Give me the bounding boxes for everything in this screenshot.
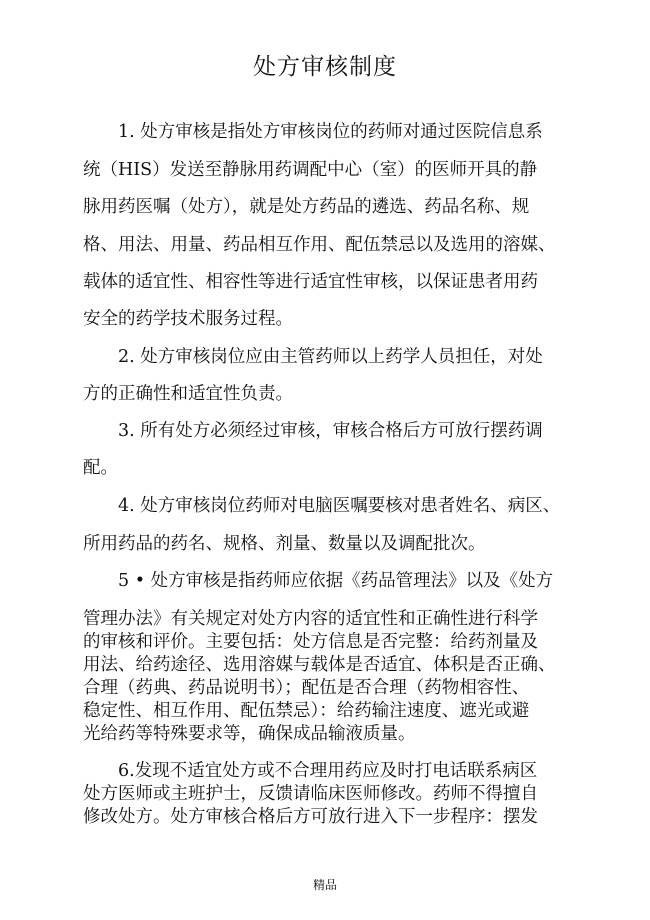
paragraph-2-line-1: 2. 处方审核岗位应由主管药师以上药学人员担任，对处 xyxy=(118,347,543,367)
paragraph-6-line-2: 处方医师或主班护士，反馈请临床医师修改。药师不得擅自 xyxy=(83,784,538,804)
paragraph-5-line-2: 管理办法》有关规定对处方内容的适宜性和正确性进行科学 xyxy=(83,609,538,629)
paragraph-1-line-1: 1. 处方审核是指处方审核岗位的药师对通过医院信息系 xyxy=(118,122,543,142)
paragraph-5-line-5: 合理（药典、药品说明书）；配伍是否合理（药物相容性、 xyxy=(83,678,530,698)
paragraph-3-line-2: 配。 xyxy=(83,458,118,478)
paragraph-2-line-2: 方的正确性和适宜性负责。 xyxy=(83,384,293,404)
paragraph-1-line-3: 脉用药医嘱（处方），就是处方药品的遴选、药品名称、规 xyxy=(83,197,530,217)
paragraph-4-line-1: 4. 处方审核岗位药师对电脑医嘱要核对患者姓名、病区、 xyxy=(118,496,561,516)
paragraph-1-line-5: 载体的适宜性、相容性等进行适宜性审核，以保证患者用药 xyxy=(83,272,538,292)
paragraph-5-line-4: 用法、给药途径、选用溶媒与载体是否适宜、体积是否正确、 xyxy=(83,655,556,675)
paragraph-6-line-1: 6.发现不适宜处方或不合理用药应及时打电话联系病区 xyxy=(118,761,538,781)
page-footer: 精品 xyxy=(312,878,337,892)
paragraph-3-line-1: 3. 所有处方必须经过审核，审核合格后方可放行摆药调 xyxy=(118,421,543,441)
paragraph-1-line-2: 统（HIS）发送至静脉用药调配中心（室）的医师开具的静 xyxy=(83,160,538,180)
paragraph-5-line-6: 稳定性、相互作用、配伍禁忌）：给药输注速度、遮光或避 xyxy=(83,701,530,721)
paragraph-5-line-1: 5 • 处方审核是指药师应依据《药品管理法》以及《处方 xyxy=(118,571,554,591)
paragraph-1-line-4: 格、用法、用量、药品相互作用、配伍禁忌以及选用的溶媒、 xyxy=(83,235,556,255)
paragraph-1-line-6: 安全的药学技术服务过程。 xyxy=(83,309,293,329)
paragraph-6-line-3: 修改处方。处方审核合格后方可放行进入下一步程序：摆发 xyxy=(83,807,538,827)
document-title: 处方审核制度 xyxy=(253,54,397,80)
paragraph-5-line-7: 光给药等特殊要求等，确保成品输液质量。 xyxy=(83,724,416,744)
paragraph-5-line-3: 的审核和评价。主要包括：处方信息是否完整：给药剂量及 xyxy=(83,632,538,652)
paragraph-4-line-2: 所用药品的药名、规格、剂量、数量以及调配批次。 xyxy=(83,534,486,554)
